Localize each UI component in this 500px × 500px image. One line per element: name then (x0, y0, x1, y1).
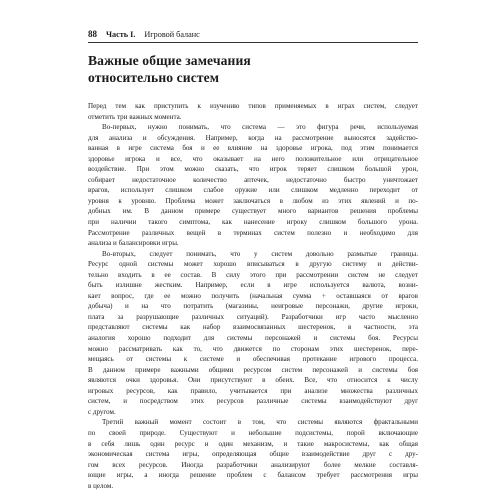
header-divider (88, 42, 418, 43)
body-line: с другом. (88, 407, 116, 416)
body-line: Рассмотрение различных вещей в терминах систем полезно и необходимо для (88, 228, 418, 237)
body-line: Во-вторых, следует понимать, что у систем довольно размытые границы. (102, 249, 418, 258)
body-line: в целом. (88, 481, 114, 490)
body-line: аналогия хорошо подходит для системы персонажей и системы боя. Ресурсы (88, 334, 418, 343)
running-header (88, 29, 418, 41)
body-line: представляют системы как набор взаимосвязанных шестеренок, в частности, эта (88, 323, 418, 332)
body-line: В данном примере важными общими ресурсом систем персонажей и системы боя (88, 365, 418, 374)
body-line: систем, и посредством этих ресурсов различные системы взаимодействуют друг (88, 397, 418, 406)
body-line: воздействие. При этом можно сказать, что игрок теряет слишком большой урон, (88, 165, 418, 174)
body-line: отметить три важных момента. (88, 112, 182, 121)
body-line: тельно входить в ее состав. В силу этого при рассмотрении систем не следует (88, 270, 418, 279)
body-line: здоровье игрока и все, что оказывает на него положительное или отрицательное (88, 154, 418, 163)
body-line: гом всех ресурсов. Иногда разработчики анализируют более мелкие составля- (88, 460, 418, 469)
body-line: игровых ресурсов, как правило, учитывается при анализе множества различных (88, 386, 418, 395)
body-line: ванная в игре система боя и ее влияние на здоровье игрока, под этим понимается (88, 144, 418, 153)
body-line: собирает недостаточное количество аптечек, недостаточно быстро уничтожает (88, 175, 418, 184)
section-title (88, 52, 418, 86)
body-line: добыча) и на что потратить (магазины, неигровые персонажи, другие игроки, (88, 302, 418, 311)
body-line: быть излишне жестким. Например, если в игре используется валюта, возни- (88, 281, 418, 290)
body-line: Ресурс одной системы может хорошо вписываться в другую систему и действи- (88, 260, 418, 269)
body-line: анализа и балансировки игры. (88, 239, 179, 248)
section-title-line: относительно систем (88, 70, 220, 85)
body-line: Во-первых, нужно понимать, что система — это фигура речи, используемая (102, 123, 418, 132)
body-line: в себя лишь один ресурс и один механизм, и такие макросистемы, как общая (88, 439, 418, 448)
body-line: экономическая система игры, определяющая общие взаимодействие друг с дру- (88, 450, 418, 459)
part-title: Игровой баланс (144, 30, 200, 39)
body-line: Третий важный момент состоит в том, что системы являются фрактальными (102, 418, 418, 427)
body-line: для анализа и обсуждения. Например, когда на рассмотрение выносятся задейство- (88, 133, 418, 142)
body-text (88, 101, 418, 491)
body-line: добных им. В данном примере существует много вариантов решения проблемы (88, 207, 418, 216)
body-line: мещаясь от системы к системе и обеспечивая протекание игрового процесса. (88, 355, 418, 364)
page-number: 88 (88, 29, 97, 39)
body-line: по своей природе. Существуют и небольшие подсистемы, порой включающие (88, 428, 418, 437)
body-line: Перед тем как приступить к изучению типов применяемых в играх систем, следует (88, 102, 418, 110)
body-line: являются очки здоровья. Они присутствуют в обеих. Все, что относится к числу (88, 376, 418, 385)
body-line: врагов, использует слишком слабое оружие или слишком медленно переходит от (88, 186, 418, 195)
body-line: уровня к уровню. Проблема может заключаться в любом из этих явлений и по- (88, 196, 418, 205)
body-line: при наличии такого симптома, как нанесение игроку слишком большого урона. (88, 218, 418, 227)
body-line: плата за разрушающие различных ситуаций). Разработчики игр часто мысленно (88, 312, 418, 321)
body-line: кает вопрос, где ее можно получить (начальная сумма + оставшаяся от врагов (88, 291, 418, 300)
part-label: Часть I. (106, 30, 136, 39)
body-line: можно рассматривать как то, что движется по сторонам этих шестеренок, пере- (88, 344, 418, 353)
body-line: ющие игры, а иногда решение проблем с балансом требует рассмотрения игры (88, 471, 418, 480)
section-title-line: Важные общие замечания (88, 53, 251, 68)
